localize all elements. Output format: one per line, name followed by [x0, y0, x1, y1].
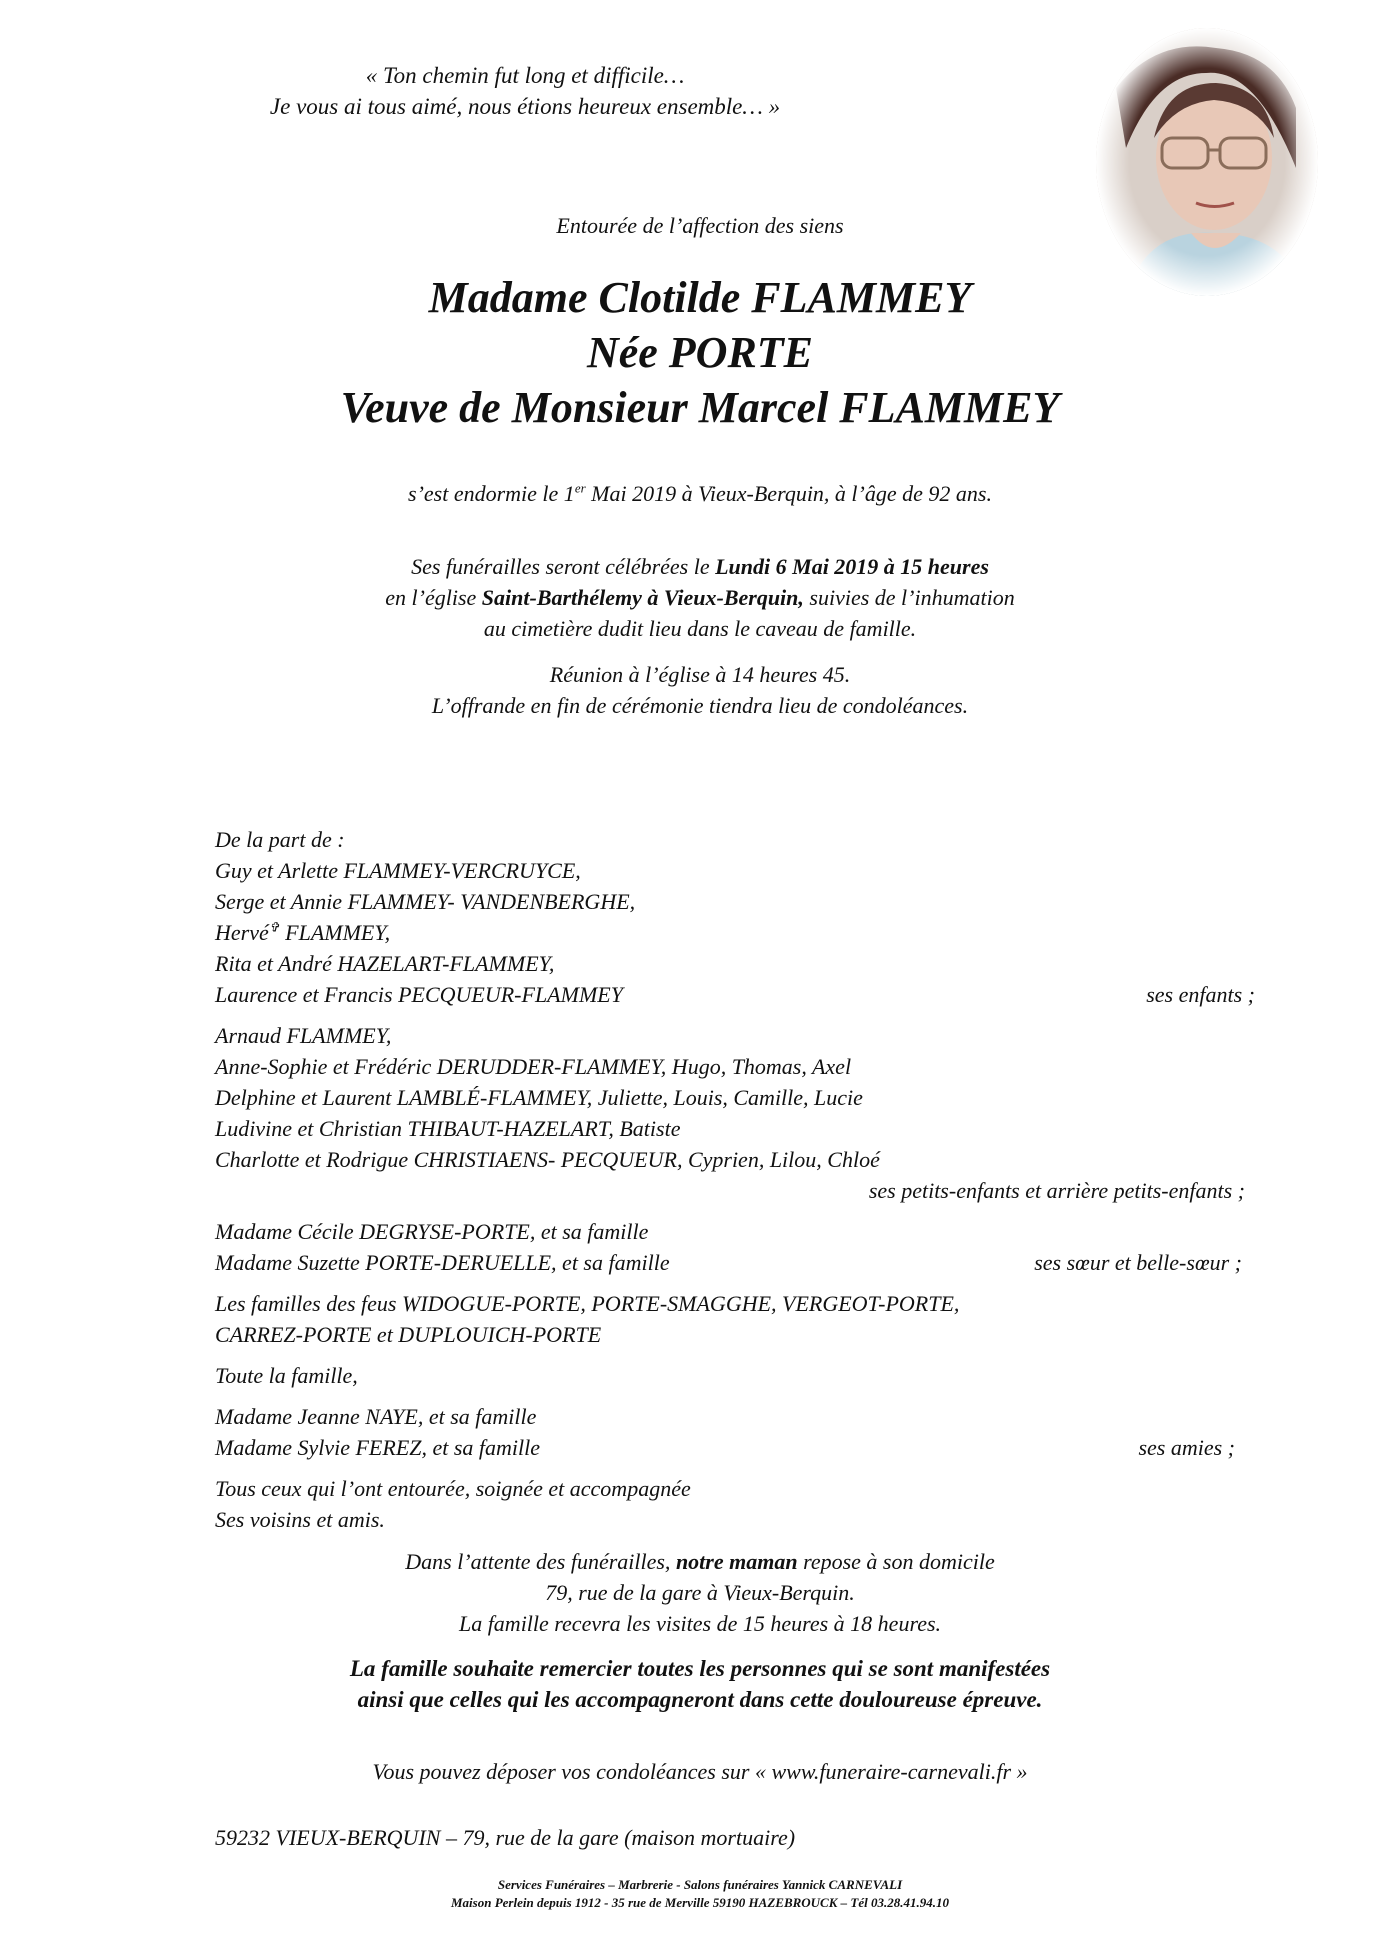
- sister-line: [215, 1247, 1275, 1278]
- others-line: Ses voisins et amis.: [215, 1507, 385, 1532]
- deceased-name-block: [0, 270, 1378, 435]
- grandchild-line: Delphine et Laurent LAMBLÉ-FLAMMEY, Juliette, Louis, Camille, Lucie: [215, 1085, 863, 1110]
- funeral-line-2: [0, 582, 1378, 613]
- child-line: [215, 979, 1275, 1010]
- sister-name: Madame Suzette PORTE-DERUELLE, et sa famille: [215, 1250, 670, 1275]
- wait-emphasis: notre maman: [675, 1549, 798, 1574]
- quote-line-2: Je vous ai tous aimé, nous étions heureux ensemble… »: [269, 94, 781, 119]
- grandchildren-relation-line: [215, 1175, 1275, 1206]
- online-condolences: Vous pouvez déposer vos condoléances sur « www.funeraire-carnevali.fr »: [372, 1759, 1028, 1784]
- offering-note: L’offrande en fin de cérémonie tiendra lieu de condoléances.: [431, 693, 969, 718]
- funeral-line-3: au cimetière dudit lieu dans le caveau de famille.: [483, 616, 917, 641]
- meeting-details: [0, 659, 1378, 721]
- child-line: Rita et André HAZELART-FLAMMEY,: [215, 951, 555, 976]
- opening-quote: [215, 60, 835, 122]
- visit-hours: La famille recevra les visites de 15 heures à 18 heures.: [458, 1611, 942, 1636]
- funeral-home-footer: [0, 1876, 1378, 1912]
- funeral-intro: Ses funérailles seront célébrées le: [411, 554, 716, 579]
- friends-relation: ses amies ;: [1138, 1435, 1235, 1460]
- home-visit-details: [0, 1546, 1378, 1639]
- sister-line: Madame Cécile DEGRYSE-PORTE, et sa famille: [215, 1219, 649, 1244]
- friend-line: Madame Jeanne NAYE, et sa famille: [215, 1404, 537, 1429]
- burial-prefix: suivies de l’inhumation: [803, 585, 1015, 610]
- wait-intro: Dans l’attente des funérailles,: [405, 1549, 676, 1574]
- wait-rest: repose à son domicile: [797, 1549, 995, 1574]
- funeral-date: Lundi 6 Mai 2019 à 15 heures: [715, 554, 989, 579]
- mortuary-address: 59232 VIEUX-BERQUIN – 79, rue de la gare (maison mortuaire): [215, 1825, 796, 1850]
- portrait-photo: [1096, 28, 1318, 296]
- portrait-illustration: [1096, 28, 1318, 296]
- church-prefix: en l’église: [385, 585, 482, 610]
- thanks-line-2: ainsi que celles qui les accompagneront dans cette douloureuse épreuve.: [357, 1687, 1043, 1712]
- footer-line-2: Maison Perlein depuis 1912 - 35 rue de Merville 59190 HAZEBROUCK – Tél 03.28.41.94.10: [451, 1895, 949, 1910]
- church-name: Saint-Barthélemy à Vieux-Berquin,: [481, 585, 804, 610]
- widow-of: Veuve de Monsieur Marcel FLAMMEY: [340, 383, 1060, 432]
- grandchild-line: Charlotte et Rodrigue CHRISTIAENS- PECQUEUR, Cyprien, Lilou, Chloé: [215, 1147, 880, 1172]
- wait-line-1: [0, 1546, 1378, 1577]
- children-relation: ses enfants ;: [1146, 982, 1255, 1007]
- child-line: Guy et Arlette FLAMMEY-VERCRUYCE,: [215, 858, 581, 883]
- others-line: Tous ceux qui l’ont entourée, soignée et accompagnée: [215, 1476, 691, 1501]
- grandchild-line: Anne-Sophie et Frédéric DERUDDER-FLAMMEY, Hugo, Thomas, Axel: [215, 1054, 852, 1079]
- funeral-details: [0, 551, 1378, 644]
- thanks-message: [0, 1653, 1378, 1715]
- friend-name: Madame Sylvie FEREZ, et sa famille: [215, 1435, 541, 1460]
- child-herve-surname: FLAMMEY,: [279, 920, 391, 945]
- quote-line-1: « Ton chemin fut long et difficile…: [365, 63, 685, 88]
- grandchild-line: Arnaud FLAMMEY,: [215, 1023, 392, 1048]
- grandchild-line: Ludivine et Christian THIBAUT-HAZELART, Batiste: [215, 1116, 681, 1141]
- ordinal-suffix: er: [574, 480, 586, 496]
- family-list: [215, 824, 1275, 1535]
- death-text-start: s’est endormie le 1: [408, 481, 575, 506]
- child-line: Serge et Annie FLAMMEY- VANDENBERGHE,: [215, 889, 636, 914]
- late-families-line: CARREZ-PORTE et DUPLOUICH-PORTE: [215, 1322, 602, 1347]
- funeral-line-1: [0, 551, 1378, 582]
- child-herve: Hervé: [215, 920, 269, 945]
- child-name: Laurence et Francis PECQUEUR-FLAMMEY: [215, 982, 623, 1007]
- friend-line: [215, 1432, 1275, 1463]
- death-announcement: [0, 478, 1378, 509]
- maiden-name: Née PORTE: [586, 328, 814, 377]
- grandchildren-relation: ses petits-enfants et arrière petits-enfants ;: [868, 1178, 1245, 1203]
- home-address: 79, rue de la gare à Vieux-Berquin.: [545, 1580, 855, 1605]
- meeting-time: Réunion à l’église à 14 heures 45.: [549, 662, 851, 687]
- family-header: De la part de :: [215, 827, 345, 852]
- deceased-cross: ✞: [268, 919, 280, 935]
- intro-line: Entourée de l’affection des siens: [556, 213, 844, 238]
- late-families-line: Les familles des feus WIDOGUE-PORTE, PORTE-SMAGGHE, VERGEOT-PORTE,: [215, 1291, 960, 1316]
- child-line: [215, 917, 1275, 948]
- sisters-relation: ses sœur et belle-sœur ;: [1034, 1250, 1242, 1275]
- death-text-end: Mai 2019 à Vieux-Berquin, à l’âge de 92 ans.: [585, 481, 992, 506]
- footer-line-1: Services Funéraires – Marbrerie - Salons funéraires Yannick CARNEVALI: [497, 1877, 903, 1892]
- thanks-line-1: La famille souhaite remercier toutes les personnes qui se sont manifestées: [349, 1656, 1051, 1681]
- whole-family-line: Toute la famille,: [215, 1363, 358, 1388]
- deceased-name: Madame Clotilde FLAMMEY: [428, 273, 972, 322]
